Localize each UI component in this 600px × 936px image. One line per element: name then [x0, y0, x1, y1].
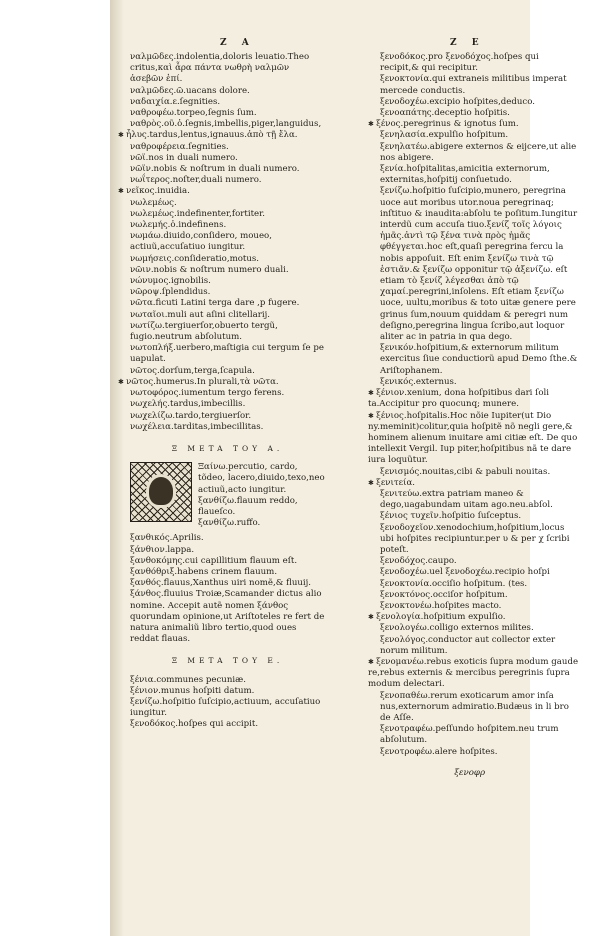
after-emblem-entries	[130, 533, 325, 645]
dictionary-entry: ναδαιχία.ε.ſegnities.	[130, 96, 221, 107]
dictionary-entry: ξενοτροφέω.alere hoſpites.	[380, 746, 498, 757]
dictionary-entry: ✱ ἦλυς.tardus,lentus,ignauus.ἀπὸ τῇ ἔλα.	[118, 130, 325, 141]
dictionary-entry: νῶιν.nobis & noſtrum numero duali.	[130, 264, 289, 275]
dictionary-entry: ναλμῶδες.ῶ.uacans dolore.	[130, 85, 250, 96]
dictionary-entry: ξενοδοχέω.uel ξενοδοχέω.recipio hoſpi	[380, 567, 550, 578]
dictionary-entry: ξενικός.externus.	[380, 376, 457, 387]
dictionary-entry: ξάνθος.fluuius Troiæ,Scamander dictus alio nomine. Accepit autẽ nomen ξάνθος quorundam opinione,ut Ariſtoteles re fert de natura animaliũ libro tertio,quod oues reddat flauas.	[130, 589, 325, 645]
dictionary-entry: ξενοδόκος.hoſpes qui accipit.	[130, 719, 259, 730]
dictionary-entry: νωτοφόρος.iumentum tergo ferens.	[130, 388, 285, 399]
left-entries	[126, 52, 325, 433]
dictionary-entry: ξενοαπάτης.deceptio hoſpitis.	[380, 108, 510, 119]
dictionary-entry: ξενοκτονέω.hoſpites macto.	[380, 600, 502, 611]
dictionary-entry: ξενοκτονία.occiſio hoſpitum. (tes.	[380, 578, 528, 589]
dictionary-entry: νωμήσεις.conſideratio,motus.	[130, 253, 260, 264]
running-head-left: Z A	[220, 38, 255, 48]
emblem-entries	[198, 462, 325, 529]
dictionary-entry: ✱ ξενολογία.hoſpitium expulſio.	[368, 612, 580, 623]
dictionary-entry: ξενοτραφέω.peſſundo hoſpitem.neu trum abſolutum.	[380, 724, 559, 746]
dictionary-entry: νωτίζω.tergiuerſor,obuerto tergũ, fugio.neutrum abſolutum.	[130, 320, 278, 343]
dictionary-entry: ξενιτεύω.extra patriam maneo & dego,uagabundam uitam ago.neu.abſol.	[380, 488, 553, 511]
dictionary-entry: ✱ ξένιος.hoſpitalis.Hoc nõie Iupiter(ut Dio ny.meminit)colitur,quia hoſpitẽ nõ negli gere,& hominem alienum inuitare ami citiæ eſt. De quo intellexit Vergil. Iup piter,hoſpitibus nã te dare iura loquũtur.	[368, 411, 580, 467]
dictionary-entry: ✱ νῶτος.humerus.In plurali,τὰ νῶτα.	[118, 377, 325, 388]
dictionary-entry: νωλεμής.ὁ.indefinens.	[130, 220, 227, 231]
dictionary-entry: ξανθός.flauus,Xanthus uiri nomẽ,& fluuij.	[130, 578, 312, 589]
emblem-block	[130, 462, 325, 529]
book-page	[110, 0, 579, 936]
right-column	[368, 52, 580, 758]
dictionary-entry: ξενολογέω.colligo externos milites.	[380, 623, 534, 634]
dictionary-entry: ξενισμός.nouitas,cibi & pabuli nouitas.	[380, 466, 551, 477]
dictionary-entry: ξενίζω.hoſpitio ſuſcipio,actiuum, accuſatiuo iungitur.	[130, 696, 321, 719]
dictionary-entry: ναθρὸς.οῦ.ὁ.ſegnis,imbellis,piger,languidus,	[130, 119, 322, 130]
dictionary-entry: ξανθίζω.flauum reddo, flaueſco.	[198, 495, 298, 517]
section-heading-xi-alpha: Ξ META TOY A.	[171, 443, 284, 453]
dictionary-entry: ✱ ξένος.peregrinus & ignotus ſum.	[368, 119, 580, 130]
dictionary-entry: νωτοπλήξ.uerbero,maſtigia cui tergum ſe pe uapulat.	[130, 343, 324, 365]
dictionary-entry: ξανθίζω.ruffo.	[198, 518, 261, 529]
dictionary-entry: ξενοκτόνος.occiſor hoſpitum.	[380, 589, 508, 600]
dictionary-entry: ξενία.hoſpitalitas,amicitia externorum, externitas,hoſpitij conſuetudo.	[380, 164, 550, 186]
dictionary-entry: ✱ ξενομανέω.rebus exoticis ſupra modum gaude re,rebus externis & mercibus peregrinis ſupra modum delectari.	[368, 657, 580, 691]
dictionary-entry: νωχελής.tardus,imbecillis.	[130, 399, 246, 410]
dictionary-entry: νωχελίζω.tardo,tergiuerſor.	[130, 410, 252, 421]
dictionary-entry: ξενολόγος.conductor aut collector exter norum militum.	[380, 634, 556, 656]
dictionary-entry: ✱ ξένιον.xenium, dona hoſpitibus dari ſoli ta.Accipitur pro quocunq; munere.	[368, 388, 580, 410]
dictionary-entry: ξανθοκόμης.cui capillitium flauum eſt.	[130, 555, 298, 566]
dictionary-entry: νῶτα.ficuti Latini terga dare ,p fugere.	[130, 298, 300, 309]
dictionary-entry: ξανθικός.Aprilis.	[130, 533, 204, 544]
dictionary-entry: νώνυμος.ignobilis.	[130, 276, 211, 287]
woodcut-initial-emblem	[130, 462, 192, 522]
dictionary-entry: ξενικόν.hoſpitium,& externorum militum exercitus ſiue conductiorũ apud Demo ſthe.& Ariſtophanem.	[380, 343, 578, 376]
dictionary-entry: ναλμῶδες.indolentia,doloris leuatio.Theo critus,καὶ ἆρα πάντα νωθρὴ ναλμῶν ἀσεβῶν ἐπί.	[130, 52, 310, 85]
dictionary-entry: ξένια.communes pecuniæ.	[130, 674, 246, 685]
dictionary-entry: ξένιον.munus hoſpiti datum.	[130, 685, 255, 696]
dictionary-entry: νωΐτερος.noſter,duali numero.	[130, 175, 262, 186]
dictionary-entry: ✱ νεῖκος.inuidia.	[118, 186, 325, 197]
dictionary-entry: ναθροφέω.torpeo,ſegnis ſum.	[130, 108, 257, 119]
running-head-right: Z E	[450, 38, 485, 48]
dictionary-entry: ξενίζω.hoſpitio ſuſcipio,munero, peregrina uoce aut moribus utor.noua peregrinaq; inſtituo & inaudita:abſolu te poſitum.Iungitur interdũ cum accuſa tiuo.ξενίζ τοῖς λόγοις ἡμᾶς.ἀντὶ τῷ ξένα τινὰ πρὸς ἡμᾶς φθέγγεται.hoc eſt,quaſi peregrina fercu la nobis appoſuit. Eſt enim ξενίζω τινὰ τῷ ἑστιᾶν.& ξενίζω opponitur τῷ ἀξενίζω. eſt etiam τὸ ξενίζ λέγεσθαι ἀπὸ τῷ χαμαί.peregrini,inſolens. Eſt etiam ξενίζω uoce, uultu,moribus & toto uitæ genere pere grinus ſum,nouum quiddam & peregri num deſigno,peregrina lingua ſcribo,aut loquor aliter ac in patria in qua dego.	[380, 186, 578, 343]
dictionary-entry: νῶϊ.nos in duali numero.	[130, 152, 238, 163]
dictionary-entry: ναθροφέρεια.ſegnities.	[130, 141, 229, 152]
left-column	[126, 52, 325, 731]
dictionary-entry: ξενοδόχος.caupo.	[380, 556, 457, 567]
catchword: ξενοφρ	[454, 768, 485, 778]
dictionary-entry: Ξαίνω.percutio, cardo, tõdeo, lacero,diuido,texo,neo actiuũ,acto iungitur.	[198, 462, 325, 495]
dictionary-entry: ξενοκτονία.qui extraneis militibus imperat mercede conductis.	[380, 74, 567, 96]
dictionary-entry: ξενηλασία.expulſio hoſpitum.	[380, 130, 509, 141]
dictionary-entry: ✱ ξενιτεία.	[368, 478, 580, 489]
dictionary-entry: νωταῖοι.muli aut aſini clitellarij.	[130, 309, 270, 320]
dictionary-entry: νωλεμέως.	[130, 197, 177, 208]
after-section-2-entries	[130, 675, 325, 731]
dictionary-entry: ξενοδοχεῖον.xenodochium,hoſpitium,locus ubi hoſpites recipiuntur.per υ & per χ ſcribi poteſt.	[380, 522, 570, 555]
dictionary-entry: ξένιος τυχεῖν.hoſpitio ſuſceptus.	[380, 511, 522, 522]
dictionary-entry: νωμάω.diuido,conſidero, moueo, actiuũ,accuſatiuo iungitur.	[130, 231, 272, 253]
dictionary-entry: νωχέλεια.tarditas,imbecillitas.	[130, 421, 264, 432]
dictionary-entry: ξάνθιον.lappa.	[130, 544, 195, 555]
dictionary-entry: νῶτος.dorſum,terga,ſcapula.	[130, 365, 255, 376]
dictionary-entry: νωλεμέως.indefinenter,fortiter.	[130, 208, 266, 219]
dictionary-entry: ξενοδοχέω.excipio hoſpites,deduco.	[380, 96, 535, 107]
dictionary-entry: ξανθόθριξ.habens crinem flauum.	[130, 566, 278, 577]
dictionary-entry: ξενηλατέω.abigere externos & eijcere,ut alie nos abigere.	[380, 141, 577, 163]
dictionary-entry: νῶϊν.nobis & noſtrum in duali numero.	[130, 164, 300, 175]
dictionary-entry: νῶροψ.ſplendidus.	[130, 287, 211, 298]
dictionary-entry: ξενοπαθέω.rerum exoticarum amor inſa nus,externorum admiratio.Budæus in li bro de Aſſe.	[380, 690, 569, 723]
right-entries	[368, 52, 580, 758]
section-heading-xi-epsilon: Ξ META TOY E.	[171, 656, 284, 666]
dictionary-entry: ξενοδόκος.pro ξενοδόχος.hoſpes qui recipit,& qui recipitur.	[380, 52, 539, 74]
